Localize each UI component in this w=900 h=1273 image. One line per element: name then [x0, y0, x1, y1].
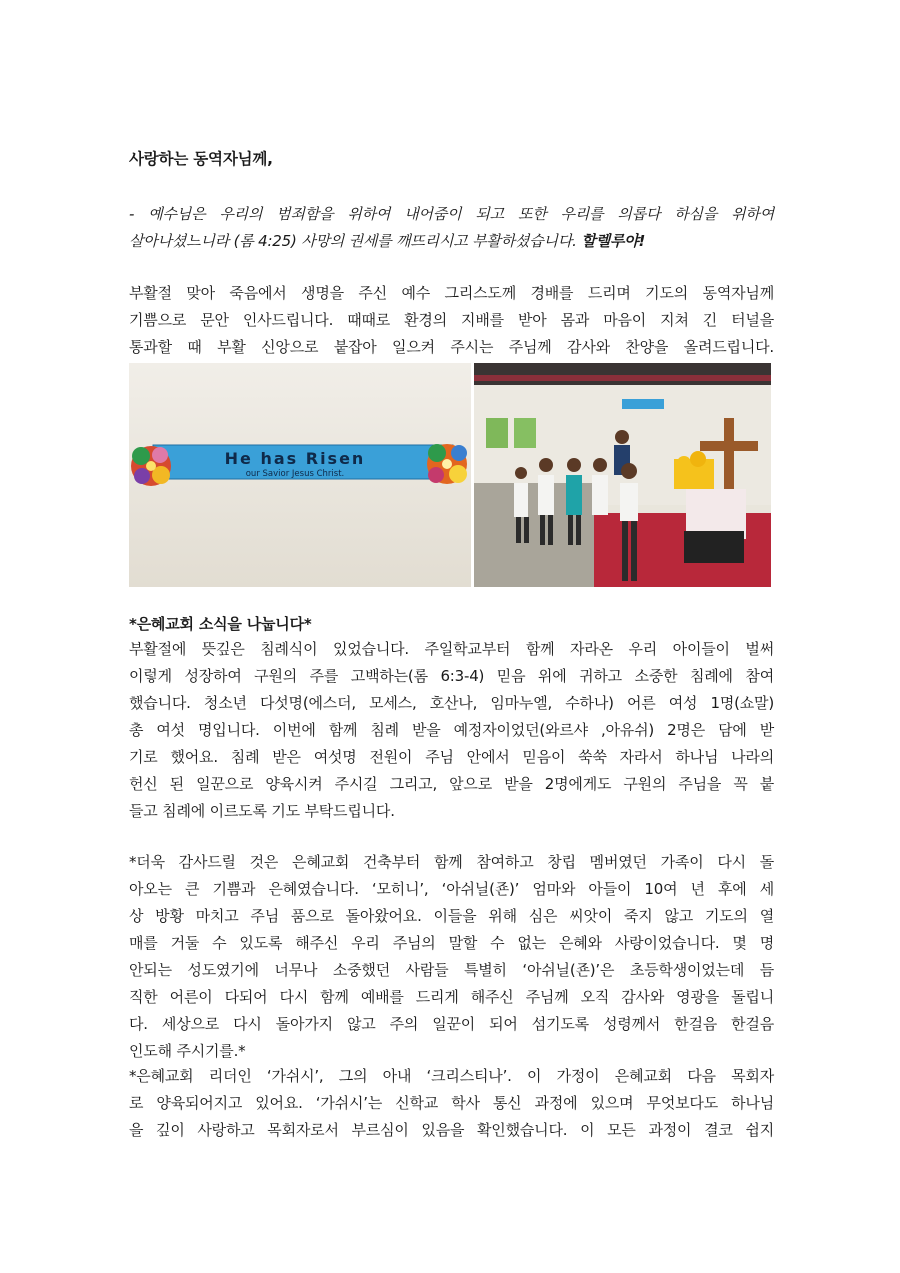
verse-text: 살아나셨느니라 (롬 4:25) 사망의 권세를 깨뜨리시고 부활하셨습니다. [129, 232, 582, 250]
verse-line-2 [129, 229, 774, 253]
flower-ornament-right-icon [427, 444, 467, 484]
family-line: 상 방황 마치고 주님 품으로 돌아왔어요. 이들을 위해 심은 씨앗이 죽지 않고 기도의 열 [129, 907, 774, 925]
family-line: 매를 거둘 수 있도록 해주신 우리 주님의 말할 수 없는 은혜와 사랑이었습니다. 몇 명 [129, 934, 774, 952]
baptism-line: 했습니다. 청소년 다섯명(에스더, 모세스, 호산나, 임마누엘, 수하나) 어른 여성 1명(쇼말) [129, 694, 774, 712]
flower-ornament-left-icon [131, 446, 171, 486]
baptism-line: 이렇게 성장하여 구원의 주를 고백하는(롬 6:3-4) 믿음 위에 귀하고 소중한 침례에 참여 [129, 667, 774, 685]
baptism-line: 들고 침례에 이르도록 기도 부탁드립니다. [129, 802, 395, 820]
family-line: 인도해 주시기를.* [129, 1042, 246, 1060]
banner-sub-text: our Savior Jesus Christ. [245, 469, 345, 479]
hallelujah: 할렐루야! [581, 232, 646, 250]
intro-line: 부활절 맞아 죽음에서 생명을 주신 예수 그리스도께 경배를 드리며 기도의 동역자님께 [129, 284, 774, 302]
family-line: 안되는 성도였기에 너무나 소중했던 사람들 특별히 ‘아쉬닐(죤)’은 초등학생이었는데 듬 [129, 961, 774, 979]
greeting: 사랑하는 동역자님께, [129, 150, 273, 168]
worship-photo [474, 363, 771, 587]
family-line: 다. 세상으로 다시 돌아가지 않고 주의 일꾼이 되어 섬기도록 성령께서 한걸음 한걸음 [129, 1015, 774, 1033]
intro-line: 기쁨으로 문안 인사드립니다. 때때로 환경의 지배를 받아 몸과 마음이 지쳐 긴 터널을 [129, 311, 774, 329]
leader-line: 을 깊이 사랑하고 목회자로서 부르심이 있음을 확인했습니다. 이 모든 과정이 결코 쉽지 [129, 1121, 774, 1139]
baptism-line: 기로 했어요. 침례 받은 여섯명 전원이 주님 안에서 믿음이 쑥쑥 자라서 하나님 나라의 [129, 748, 774, 766]
baptism-line: 부활절에 뜻깊은 침례식이 있었습니다. 주일학교부터 함께 자라온 우리 아이들이 벌써 [129, 640, 774, 658]
section-heading: *은혜교회 소식을 나눕니다* [129, 615, 312, 633]
family-line: 아오는 큰 기쁨과 은혜였습니다. ‘모히니’, ‘아쉬닐(죤)’ 엄마와 아들이 10여 년 후에 세 [129, 880, 774, 898]
verse-line-1: - 예수님은 우리의 범죄함을 위하여 내어줌이 되고 또한 우리를 의롭다 하심을 위하여 [129, 205, 774, 223]
baptism-line: 헌신 된 일꾼으로 양육시켜 주시길 그리고, 앞으로 받을 2명에게도 구원의 주님을 꼭 붙 [129, 775, 774, 793]
banner-photo [129, 363, 471, 587]
leader-line: *은혜교회 리더인 ‘가쉬시’, 그의 아내 ‘크리스티나’. 이 가정이 은혜교회 다음 목회자 [129, 1067, 774, 1085]
banner-main-text: He has Risen [224, 449, 366, 468]
family-line: *더욱 감사드릴 것은 은혜교회 건축부터 함께 참여하고 창립 멤버였던 가족이 다시 돌 [129, 853, 774, 871]
intro-line: 통과할 때 부활 신앙으로 붙잡아 일으켜 주시는 주님께 감사와 찬양을 올려드립니다. [129, 338, 774, 356]
leader-line: 로 양육되어지고 있어요. ‘가쉬시’는 신학교 학사 통신 과정에 있으며 무엇보다도 하나님 [129, 1094, 774, 1112]
family-line: 직한 어른이 다되어 다시 함께 예배를 드리게 해주신 주님께 오직 감사와 영광을 돌립니 [129, 988, 774, 1006]
baptism-line: 총 여섯 명입니다. 이번에 함께 침례 받을 예정자이었던(와르샤 ,아유쉬) 2명은 담에 받 [129, 721, 774, 739]
